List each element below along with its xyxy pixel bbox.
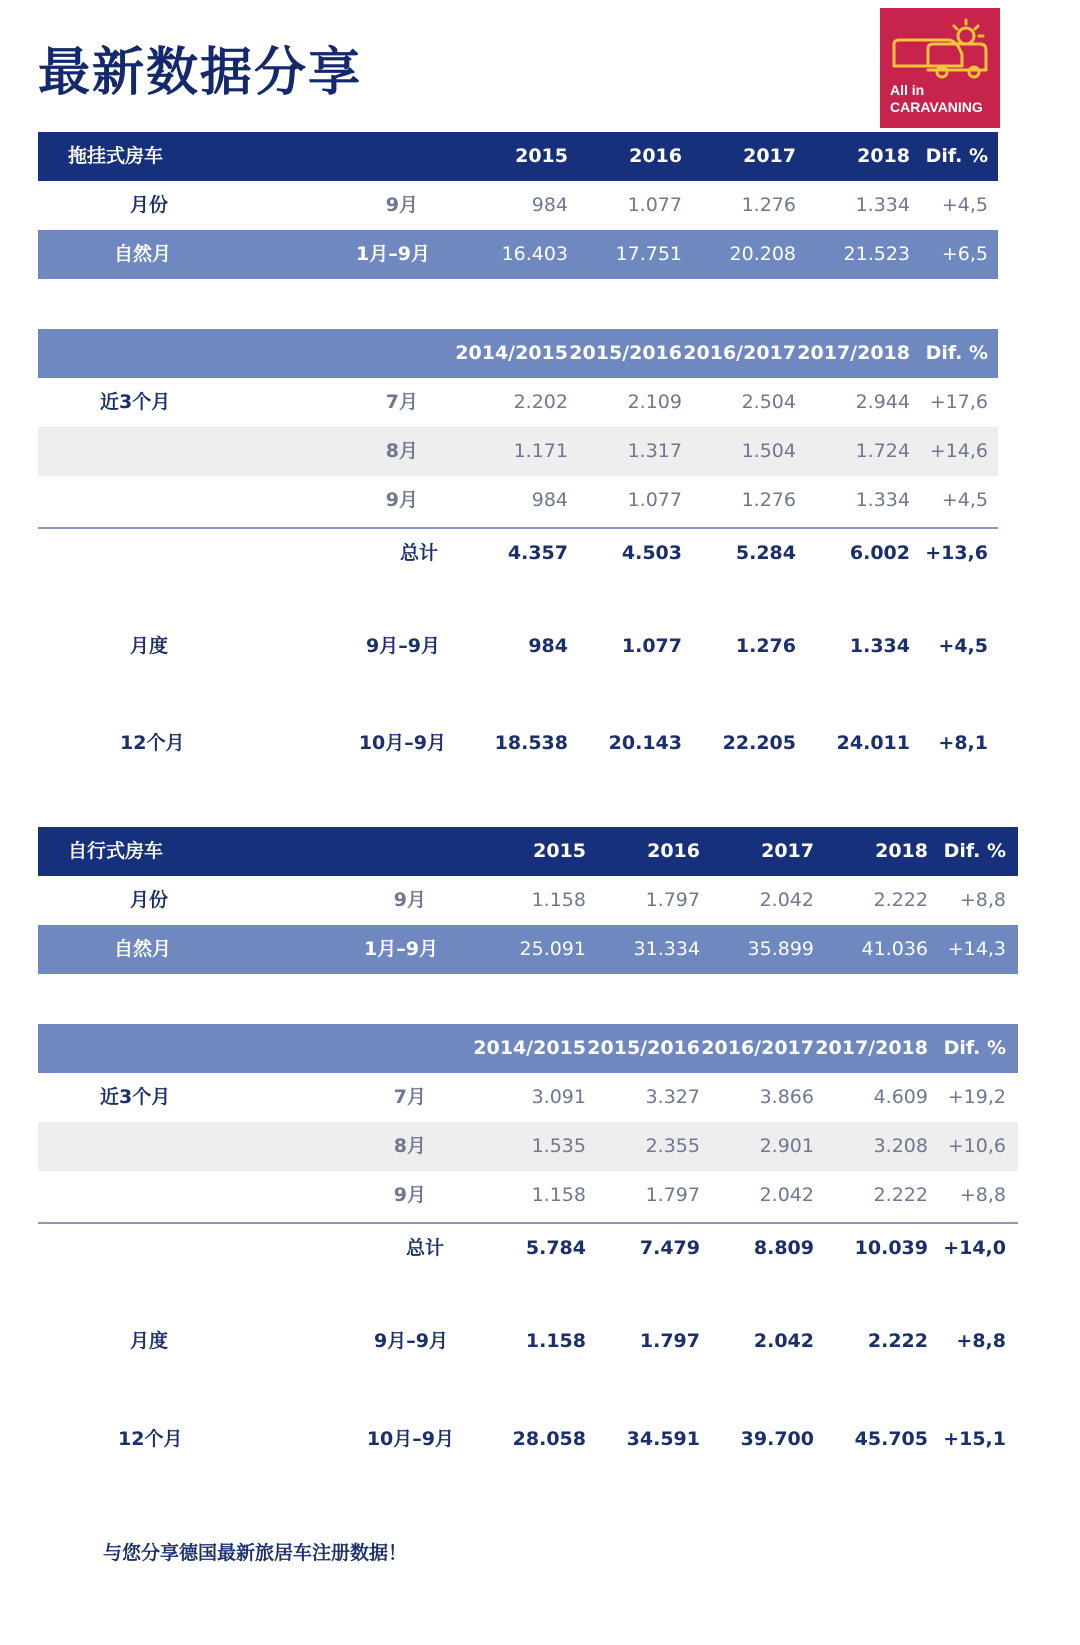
value-cell: 2.355 [645, 1135, 700, 1157]
trailer-natural-row [38, 230, 998, 279]
value-cell: 1.797 [645, 1184, 700, 1206]
value-cell: 1.535 [531, 1135, 586, 1157]
value-cell: +8,8 [959, 1184, 1006, 1206]
value-cell: 35.899 [747, 938, 814, 960]
logo-line-1: All in [890, 82, 925, 98]
value-cell: 2.901 [759, 1135, 814, 1157]
row-label: 自然月 [114, 938, 172, 960]
value-cell: 18.538 [494, 732, 568, 754]
row-label: 近3个月 [100, 391, 171, 413]
row-label: 月份 [130, 194, 169, 216]
brand-logo [880, 8, 1000, 128]
value-cell: +4,5 [938, 635, 988, 657]
value-cell: +14,0 [943, 1237, 1006, 1259]
header-col: 2014/2015 [473, 1037, 586, 1059]
value-cell: 10.039 [854, 1237, 928, 1259]
value-cell: 3.091 [531, 1086, 586, 1108]
value-cell: 1.077 [627, 489, 682, 511]
row-period: 9月 [393, 1184, 426, 1206]
footer-note: 与您分享德国最新旅居车注册数据！ [103, 1542, 408, 1564]
row-period: 8月 [393, 1135, 426, 1157]
header-col: 2016/2017 [683, 342, 796, 364]
motorhome-table [38, 827, 1018, 1477]
header-col: Dif. % [925, 145, 988, 167]
value-cell: +10,6 [947, 1135, 1006, 1157]
value-cell: 45.705 [854, 1428, 928, 1450]
logo-line-2: CARAVANING [890, 99, 983, 115]
value-cell: 2.222 [867, 1330, 928, 1352]
value-cell: 1.276 [735, 635, 796, 657]
value-cell: 1.171 [513, 440, 568, 462]
value-cell: 2.202 [513, 391, 568, 413]
value-cell: 4.609 [873, 1086, 928, 1108]
value-cell: 2.944 [855, 391, 910, 413]
value-cell: 1.334 [855, 194, 910, 216]
trailer-header-row [38, 132, 998, 181]
value-cell: 7.479 [639, 1237, 700, 1259]
header-col: Dif. % [943, 1037, 1006, 1059]
value-cell: 3.327 [645, 1086, 700, 1108]
value-cell: 2.042 [759, 1184, 814, 1206]
header-col: 2017/2018 [797, 342, 910, 364]
trailer-july-row [38, 378, 998, 427]
value-cell: 1.276 [741, 489, 796, 511]
motorhome-july-row [38, 1073, 1018, 1122]
trailer-monthly-row [38, 622, 998, 671]
value-cell: 39.700 [740, 1428, 814, 1450]
value-cell: 1.334 [849, 635, 910, 657]
motorhome-monthly-row [38, 1317, 1018, 1366]
value-cell: 25.091 [519, 938, 586, 960]
trailer-12-month-row [38, 719, 998, 768]
value-cell: 3.208 [873, 1135, 928, 1157]
row-label: 12个月 [118, 1428, 183, 1450]
value-cell: 1.158 [531, 1184, 586, 1206]
value-cell: 41.036 [861, 938, 928, 960]
value-cell: 1.334 [855, 489, 910, 511]
row-label: 12个月 [120, 732, 185, 754]
value-cell: +4,5 [941, 194, 988, 216]
trailer-period-header-row [38, 329, 998, 378]
row-label: 近3个月 [100, 1086, 171, 1108]
value-cell: 21.523 [843, 243, 910, 265]
header-col: 2017/2018 [815, 1037, 928, 1059]
row-period: 9月 [393, 889, 426, 911]
value-cell: 8.809 [753, 1237, 814, 1259]
header-col: 2016 [647, 840, 700, 862]
value-cell: 20.208 [729, 243, 796, 265]
value-cell: 984 [528, 635, 568, 657]
value-cell: 1.077 [627, 194, 682, 216]
motorhome-total-row [38, 1222, 1018, 1273]
value-cell: 1.504 [741, 440, 796, 462]
motorhome-header-row [38, 827, 1018, 876]
motorhome-month-row [38, 876, 1018, 925]
header-col: 2016 [629, 145, 682, 167]
row-period: 9月–9月 [366, 635, 440, 657]
row-period: 7月 [385, 391, 418, 413]
value-cell: +14,6 [929, 440, 988, 462]
value-cell: 1.797 [639, 1330, 700, 1352]
value-cell: 5.784 [525, 1237, 586, 1259]
value-cell: 2.042 [759, 889, 814, 911]
page-title: 最新数据分享 [38, 43, 363, 103]
row-period: 1月–9月 [356, 243, 430, 265]
value-cell: +6,5 [941, 243, 988, 265]
motorhome-august-row [38, 1122, 1018, 1171]
header-col: 2017 [761, 840, 814, 862]
value-cell: +14,3 [947, 938, 1006, 960]
value-cell: 1.077 [621, 635, 682, 657]
header-col: 2015 [515, 145, 568, 167]
value-cell: +4,5 [941, 489, 988, 511]
value-cell: 2.042 [753, 1330, 814, 1352]
row-period: 1月–9月 [364, 938, 438, 960]
row-period: 8月 [385, 440, 418, 462]
value-cell: 1.317 [627, 440, 682, 462]
header-col: 2018 [857, 145, 910, 167]
header-col: 2018 [875, 840, 928, 862]
row-label: 月度 [130, 1330, 169, 1352]
value-cell: 31.334 [633, 938, 700, 960]
value-cell: 1.158 [525, 1330, 586, 1352]
value-cell: 6.002 [849, 542, 910, 564]
header-col: 2015/2016 [587, 1037, 700, 1059]
value-cell: 5.284 [735, 542, 796, 564]
row-period: 9月–9月 [374, 1330, 448, 1352]
value-cell: 4.357 [507, 542, 568, 564]
row-period: 9月 [385, 194, 418, 216]
trailer-september-row [38, 476, 998, 525]
row-period: 总计 [405, 1237, 444, 1259]
value-cell: 22.205 [722, 732, 796, 754]
header-col: 2015 [533, 840, 586, 862]
row-period: 7月 [393, 1086, 426, 1108]
value-cell: 34.591 [626, 1428, 700, 1450]
value-cell: 28.058 [512, 1428, 586, 1450]
value-cell: 20.143 [608, 732, 682, 754]
value-cell: 24.011 [836, 732, 910, 754]
row-period: 9月 [385, 489, 418, 511]
trailer-total-row [38, 527, 998, 578]
value-cell: 2.222 [873, 889, 928, 911]
value-cell: +17,6 [929, 391, 988, 413]
value-cell: +8,8 [959, 889, 1006, 911]
motorhome-12-month-row [38, 1415, 1018, 1464]
logo-text [890, 82, 983, 116]
value-cell: +8,1 [938, 732, 988, 754]
row-period: 10月–9月 [358, 732, 446, 754]
value-cell: 2.222 [873, 1184, 928, 1206]
row-period: 总计 [399, 542, 438, 564]
header-col: Dif. % [943, 840, 1006, 862]
caravan-sun-icon [888, 14, 992, 80]
value-cell: +8,8 [956, 1330, 1006, 1352]
value-cell: 984 [531, 194, 568, 216]
header-col: 2017 [743, 145, 796, 167]
value-cell: 2.504 [741, 391, 796, 413]
row-label: 月度 [130, 635, 169, 657]
value-cell: 17.751 [615, 243, 682, 265]
value-cell: 984 [531, 489, 568, 511]
value-cell: +13,6 [925, 542, 988, 564]
row-period: 10月–9月 [366, 1428, 454, 1450]
value-cell: 16.403 [501, 243, 568, 265]
value-cell: +19,2 [947, 1086, 1006, 1108]
row-label: 月份 [130, 889, 169, 911]
value-cell: 2.109 [627, 391, 682, 413]
value-cell: 1.797 [645, 889, 700, 911]
trailer-table [38, 132, 998, 782]
motorhome-natural-row [38, 925, 1018, 974]
trailer-august-row [38, 427, 998, 476]
header-col: Dif. % [925, 342, 988, 364]
value-cell: +15,1 [943, 1428, 1006, 1450]
trailer-header-label: 拖挂式房车 [68, 145, 164, 167]
value-cell: 3.866 [759, 1086, 814, 1108]
value-cell: 1.158 [531, 889, 586, 911]
motorhome-header-label: 自行式房车 [68, 840, 164, 862]
value-cell: 4.503 [621, 542, 682, 564]
header-col: 2014/2015 [455, 342, 568, 364]
header-col: 2015/2016 [569, 342, 682, 364]
header-col: 2016/2017 [701, 1037, 814, 1059]
row-label: 自然月 [114, 243, 172, 265]
motorhome-september-row [38, 1171, 1018, 1220]
value-cell: 1.724 [855, 440, 910, 462]
value-cell: 1.276 [741, 194, 796, 216]
trailer-month-row [38, 181, 998, 230]
motorhome-period-header-row [38, 1024, 1018, 1073]
